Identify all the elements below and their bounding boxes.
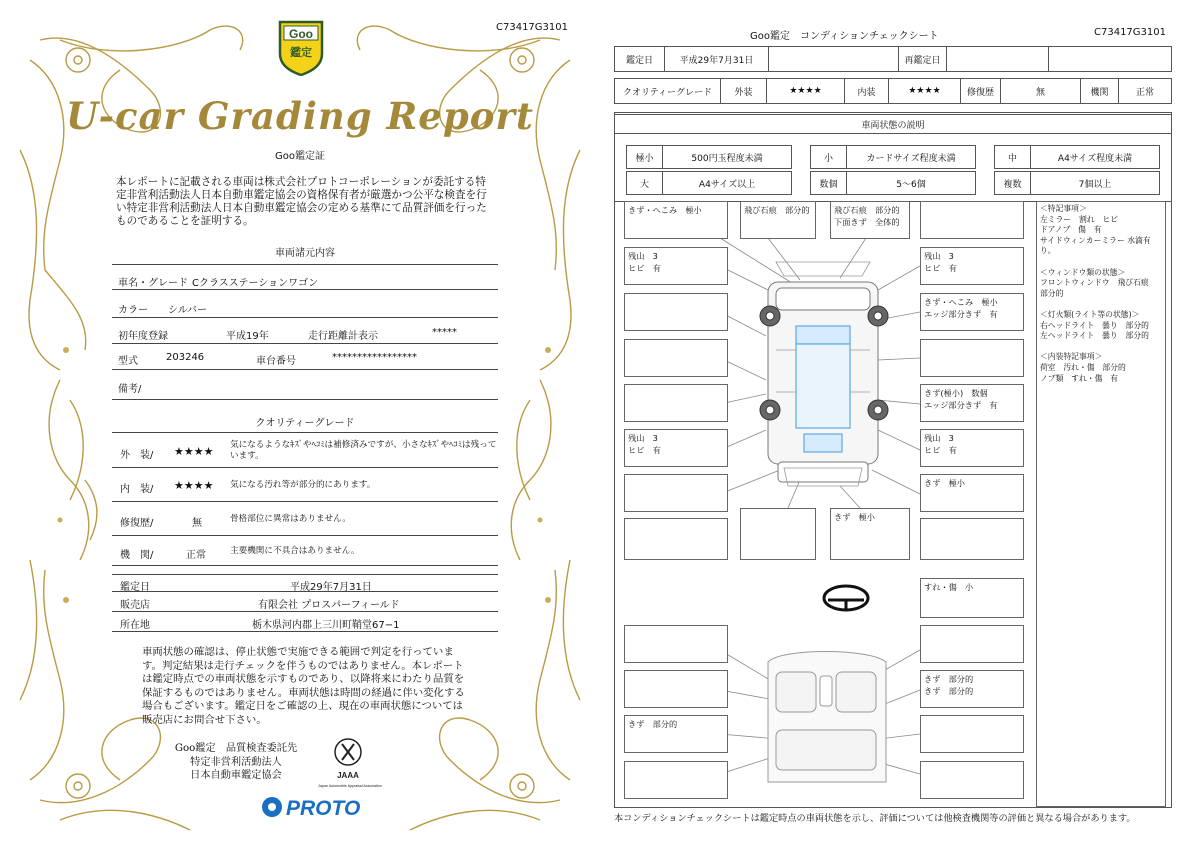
legend-label: 数個: [811, 172, 847, 194]
note-interior-front-left: [624, 625, 728, 663]
legend-desc: A4サイズ程度未満: [1057, 153, 1133, 164]
note-left-rear-door: [624, 384, 728, 422]
note-cargo-left: [624, 761, 728, 799]
svg-text:鑑定: 鑑定: [290, 46, 312, 59]
color-label: カラー: [118, 305, 148, 316]
note-cargo-right: [920, 761, 1024, 799]
note-interior-rear-left: きず 部分的: [624, 715, 728, 753]
condition-check-sheet: [600, 0, 1200, 848]
goo-appraisal-badge: [276, 18, 326, 76]
association-line-2: 特定非営利活動法人: [190, 756, 282, 768]
quality-section-title: クオリティーグレード: [255, 418, 355, 429]
color-row: [112, 290, 498, 318]
dealer-value: 有限会社 プロスパーフィールド: [258, 600, 400, 611]
interior-note: 気になる汚れ等が部分的にあります。: [230, 480, 376, 490]
address-label: 所在地: [120, 620, 150, 631]
note-rear-bumper-left: [740, 508, 816, 560]
exterior-stars: ★★★★: [174, 445, 214, 458]
engine-label: 機 関/: [120, 550, 154, 561]
appraisal-date-label: 鑑定日: [120, 582, 150, 593]
dealer-label: 販売店: [120, 600, 150, 611]
legend-label: 極小: [627, 146, 663, 168]
sheet-exterior-label: 外装: [721, 79, 767, 103]
note-front-center-left: 飛び石痕 部分的: [740, 201, 816, 239]
proto-logo-text: PROTO: [286, 797, 361, 820]
legend-label: 複数: [995, 172, 1031, 194]
sheet-exterior-stars: ★★★★: [767, 79, 845, 103]
association-line-1: Goo鑑定 品質検査委託先: [174, 743, 298, 754]
note-rear-bumper: きず 極小: [830, 508, 910, 560]
steering-wheel-icon: [824, 586, 868, 610]
engine-row: [112, 536, 498, 566]
legend-label: 中: [995, 146, 1031, 168]
type-row: [112, 344, 498, 370]
sheet-code: C73417G3101: [1094, 27, 1166, 38]
note-right-front-door: [920, 339, 1024, 377]
note-right-fender: きず・へこみ 極小 エッジ部分きず 有: [920, 293, 1024, 331]
first-registration-row: [112, 318, 498, 344]
association-line-3: 日本自動車鑑定協会: [190, 770, 282, 781]
note-left-front-door: [624, 339, 728, 377]
report-title: U-car Grading Report: [66, 94, 534, 138]
sheet-date-label: 鑑定日: [615, 47, 665, 71]
appraisal-date-value: 平成29年7月31日: [290, 582, 372, 593]
note-left-headlight: 残山 3 ヒビ 有: [624, 247, 728, 285]
sheet-interior-stars: ★★★★: [889, 79, 961, 103]
legend-desc: A4サイズ以上: [698, 179, 756, 190]
redate-label: 再鑑定日: [899, 47, 947, 71]
jaaa-logo: [310, 736, 390, 796]
note-right-rear-door: きず(極小) 数個 エッジ部分きず 有: [920, 384, 1024, 422]
note-front-left: きず・へこみ 極小: [624, 201, 728, 239]
model-value: Cクラスステーションワゴン: [192, 278, 319, 289]
repair-note: 骨格部位に異常はありません。: [230, 514, 351, 524]
appraisal-date-row: [112, 574, 498, 592]
sheet-title: Goo鑑定 コンディションチェックシート: [750, 31, 939, 42]
interior-label: 内 装/: [120, 484, 154, 495]
model-row: [112, 264, 498, 290]
note-rear-left: [624, 474, 728, 512]
quality-grade-label: クオリティーグレード: [615, 79, 721, 103]
jaaa-emblem-icon: [310, 736, 390, 796]
repair-history-row: [112, 502, 498, 536]
notice-text: 車両状態の確認は、停止状態で実施できる範囲で判定を行っています。判定結果は走行チェックを伴うものではありません。本レポートは鑑定時点での車両状態を示すものであり、以降将来にわたり品質を保証するものではありません。車両状態は時間の経過に伴い変化する場合もございます。鑑定日をご確認の上、現在の車両状態については販売店にお問合せ下さい。: [142, 646, 465, 726]
legend-label: 大: [627, 172, 663, 194]
note-lower-left: [624, 518, 728, 560]
note-interior-mid-left: [624, 670, 728, 708]
exterior-note: 気になるようなｷｽﾞやﾍｺﾐは補修済みですが、小さなｷｽﾞやﾍｺﾐは残っています。: [230, 440, 497, 461]
chassis-label: 車台番号: [256, 356, 296, 367]
type-label: 型式: [118, 356, 138, 367]
mileage-label: 走行距離計表示: [308, 331, 378, 342]
engine-note: 主要機関に不具合はありません。: [230, 546, 360, 556]
repair-label: 修復歴/: [120, 518, 154, 529]
note-rear-right: きず 極小: [920, 474, 1024, 512]
sheet-repair-value: 無: [1001, 79, 1081, 103]
exterior-row: [112, 432, 498, 468]
note-left-taillight: 残山 3 ヒビ 有: [624, 429, 728, 467]
legend-label: 小: [811, 146, 847, 168]
certificate-code: C73417G3101: [496, 22, 568, 33]
certificate-intro: 本レポートに記載される車両は株式会社プロトコーポレーションが委託する特定非営利活動法人日本自動車鑑定協会の資格保有者が厳選かつ公平な検査を行い特定非営利活動法人日本自動車鑑定協会の定める基準にて品質評価を行ったものであることを証明する。: [116, 176, 487, 227]
note-front-windshield: 飛び石痕 部分的 下面きず 全体的: [830, 201, 910, 239]
legend-desc: 500円玉程度未満: [691, 153, 763, 164]
sheet-engine-label: 機関: [1081, 79, 1119, 103]
association-info: [166, 742, 306, 783]
first-registration-value: 平成19年: [226, 331, 269, 342]
note-front-right: [920, 201, 1024, 239]
engine-value: 正常: [186, 550, 206, 561]
sheet-repair-label: 修復歴: [961, 79, 1001, 103]
special-remarks: ＜特記事項＞ 左ミラー 割れ ヒビ ドアノブ 傷 有 サイドウィンカーミラー 水滴有り。 ＜ウィンドウ類の状態＞ フロントウィンドウ 飛び石痕 部分的 ＜灯火類(ライト等の状態)＞ 右ヘッドライト 曇り 部分的 左ヘッドライト 曇り 部分的 ＜内装特記事項＞ 荷室 汚れ・傷 部分的 ノブ類 すれ・傷 有: [1036, 201, 1166, 807]
jaaa-logo-text: JAAA: [337, 771, 359, 780]
color-value: シルバー: [168, 305, 208, 316]
certificate-subtitle: Goo鑑定証: [275, 151, 325, 162]
legend-desc: カードサイズ程度未満: [866, 153, 956, 164]
address-row: [112, 612, 498, 632]
model-label: 車名・グレード: [118, 278, 188, 289]
note-interior-rear-right: [920, 715, 1024, 753]
note-right-headlight: 残山 3 ヒビ 有: [920, 247, 1024, 285]
sheet-date-value: 平成29年7月31日: [665, 47, 769, 71]
proto-logo: [258, 792, 368, 822]
repair-value: 無: [192, 518, 202, 529]
note-left-fender: [624, 293, 728, 331]
interior-stars: ★★★★: [174, 479, 214, 492]
note-interior-mid-right: きず 部分的 きず 部分的: [920, 670, 1024, 708]
legend-desc: 7個以上: [1078, 179, 1112, 190]
remarks-label: 備考/: [118, 384, 142, 395]
mileage-value: *****: [432, 327, 457, 338]
interior-row: [112, 468, 498, 502]
spec-section-title: 車両諸元内容: [275, 248, 335, 259]
address-value: 栃木県河内郡上三川町鞘堂67−1: [252, 620, 400, 631]
remarks-row: [112, 370, 498, 400]
first-registration-label: 初年度登録: [118, 331, 168, 342]
svg-text:Goo: Goo: [289, 27, 313, 41]
note-steering: すれ・傷 小: [920, 578, 1024, 618]
note-interior-front-right: [920, 625, 1024, 663]
sheet-engine-value: 正常: [1135, 87, 1154, 98]
legend-title: 車両状態の説明: [861, 120, 925, 131]
jaaa-logo-subtext: Japan Automobile Appraisal Association: [318, 784, 382, 788]
chassis-value: *****************: [332, 352, 417, 363]
exterior-label: 外 装/: [120, 450, 154, 461]
note-right-taillight: 残山 3 ヒビ 有: [920, 429, 1024, 467]
sheet-footer: 本コンディションチェックシートは鑑定時点の車両状態を示し、評価については他検査機関等の評価と異なる場合があります。: [614, 813, 1136, 824]
sheet-interior-label: 内装: [845, 79, 889, 103]
dealer-row: [112, 592, 498, 612]
legend-desc: 5～6個: [896, 179, 926, 190]
type-value: 203246: [166, 352, 205, 363]
note-lower-right: [920, 518, 1024, 560]
